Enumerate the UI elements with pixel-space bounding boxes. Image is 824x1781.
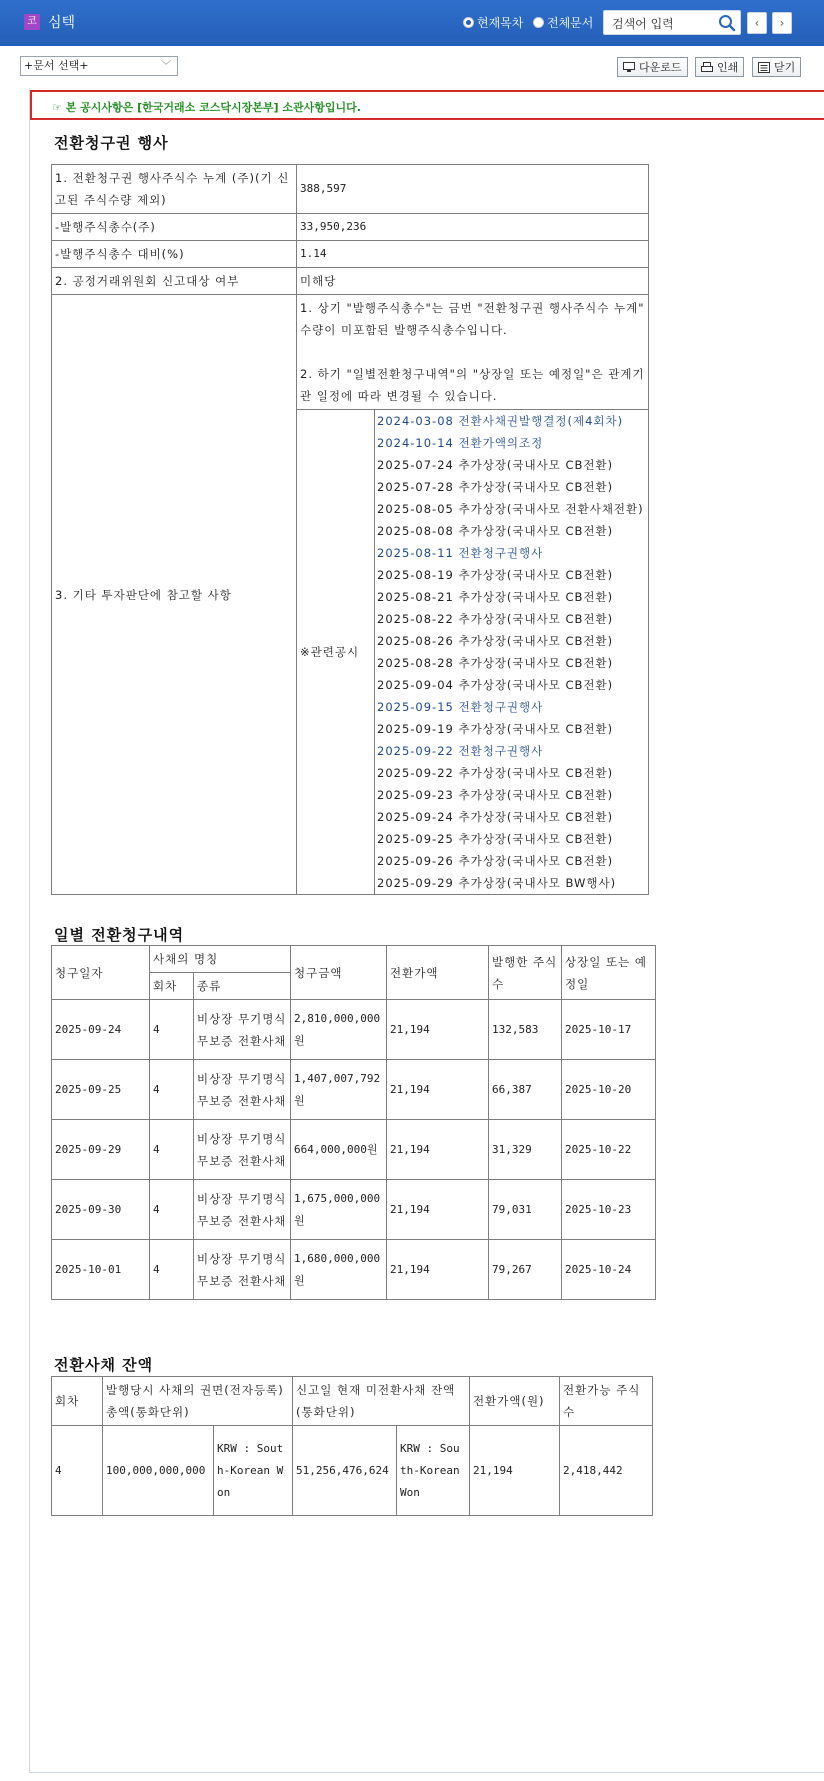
cell-shares: 31,329 [489, 1120, 562, 1180]
table-row [52, 1180, 656, 1240]
cell-amount: 1,680,000,000원 [291, 1240, 387, 1300]
cell-listing: 2025-10-20 [562, 1060, 656, 1120]
related-disclosure-item: 2025-08-21 추가상장(국내사모 CB전환) [377, 590, 614, 604]
close-button[interactable] [752, 57, 801, 77]
cell-date: 2025-09-25 [52, 1060, 150, 1120]
radio-on-icon[interactable] [463, 17, 474, 28]
row-value: 388,597 [297, 165, 649, 214]
cell-round: 4 [150, 1120, 194, 1180]
radio-all-docs[interactable] [533, 14, 593, 31]
related-disclosure-item: 2025-08-26 추가상장(국내사모 CB전환) [377, 634, 614, 648]
cell-amount: 1,407,007,792원 [291, 1060, 387, 1120]
cell-price: 21,194 [387, 1060, 489, 1120]
company-name: 심텍 [48, 15, 76, 31]
col-header-issued-total: 발행당시 사채의 권면(전자등록)총액(통화단위) [103, 1377, 293, 1426]
cell-balance-currency: KRW : South-Korean Won [397, 1426, 470, 1516]
cell-amount: 1,675,000,000원 [291, 1180, 387, 1240]
next-button[interactable]: › [772, 12, 792, 34]
cell-kind: 비상장 무기명식 무보증 전환사채 [194, 1120, 291, 1180]
cell-price: 21,194 [387, 1180, 489, 1240]
col-header-conversion-price: 전환가액(원) [470, 1377, 560, 1426]
row-label: 2. 공정거래위원회 신고대상 여부 [52, 268, 297, 295]
related-disclosure-item: 2025-08-19 추가상장(국내사모 CB전환) [377, 568, 614, 582]
related-disclosure-item: 2025-09-26 추가상장(국내사모 CB전환) [377, 854, 614, 868]
related-disclosures-label: ※관련공시 [297, 410, 375, 895]
monitor-icon [623, 62, 635, 73]
section-title-conversion-exercise: 전환청구권 행사 [54, 134, 169, 152]
table-row [52, 214, 649, 241]
cell-round: 4 [150, 1180, 194, 1240]
note-spacer [300, 341, 645, 363]
cell-round: 4 [150, 1060, 194, 1120]
cell-date: 2025-09-24 [52, 1000, 150, 1060]
header-bar [0, 0, 824, 46]
col-header-listing: 상장일 또는 예정일 [562, 946, 656, 1000]
table-row [52, 1000, 656, 1060]
cell-kind: 비상장 무기명식 무보증 전환사채 [194, 1240, 291, 1300]
table-row [52, 241, 649, 268]
document-select[interactable] [20, 56, 178, 76]
cell-price: 21,194 [387, 1120, 489, 1180]
cell-convertible-shares: 2,418,442 [560, 1426, 653, 1516]
section-title-bond-balance: 전환사채 잔액 [54, 1356, 154, 1374]
col-header-round: 회차 [52, 1377, 103, 1426]
radio-current-toc[interactable] [463, 14, 523, 31]
printer-icon [701, 62, 713, 73]
print-button[interactable] [695, 57, 744, 77]
cell-price: 21,194 [387, 1000, 489, 1060]
cell-amount: 2,810,000,000원 [291, 1000, 387, 1060]
cell-round: 4 [52, 1426, 103, 1516]
jurisdiction-notice [30, 90, 824, 120]
notice-text: ☞ 본 공시사항은 [한국거래소 코스닥시장본부] 소관사항입니다. [52, 101, 361, 114]
close-label: 닫기 [774, 61, 796, 74]
related-disclosure-item[interactable]: 2025-09-15 전환청구권행사 [377, 700, 544, 714]
table-row [52, 268, 649, 295]
document-icon [758, 62, 770, 73]
table-row [52, 1060, 656, 1120]
related-disclosure-item: 2025-09-25 추가상장(국내사모 CB전환) [377, 832, 614, 846]
row-label: -발행주식총수(주) [52, 214, 297, 241]
cell-issued-amount: 100,000,000,000 [103, 1426, 214, 1516]
search-icon[interactable] [718, 14, 736, 32]
table-row [52, 295, 649, 410]
conversion-exercise-table [51, 164, 649, 895]
daily-conversion-table [51, 945, 656, 1300]
col-header-date: 청구일자 [52, 946, 150, 1000]
cell-round: 4 [150, 1240, 194, 1300]
download-label: 다운로드 [639, 61, 682, 74]
cell-issued-currency: KRW : South-Korean Won [214, 1426, 293, 1516]
related-disclosure-item[interactable]: 2024-03-08 전환사채권발행결정(제4회차) [377, 414, 624, 428]
table-row [52, 1120, 656, 1180]
cell-balance-amount: 51,256,476,624 [293, 1426, 397, 1516]
related-disclosure-item: 2025-07-24 추가상장(국내사모 CB전환) [377, 458, 614, 472]
related-disclosure-item[interactable]: 2024-10-14 전환가액의조정 [377, 436, 544, 450]
cell-listing: 2025-10-23 [562, 1180, 656, 1240]
header-row [52, 1377, 653, 1426]
cell-shares: 66,387 [489, 1060, 562, 1120]
related-disclosure-item[interactable]: 2025-08-11 전환청구권행사 [377, 546, 544, 560]
col-header-round: 회차 [150, 973, 194, 1000]
cell-amount: 664,000,000원 [291, 1120, 387, 1180]
note-2: 2. 하기 "일별전환청구내역"의 "상장일 또는 예정일"은 관계기관 일정에 따라 변경될 수 있습니다. [300, 367, 645, 403]
radio-off-icon[interactable] [533, 17, 544, 28]
table-row [52, 1240, 656, 1300]
related-disclosure-item: 2025-09-29 추가상장(국내사모 BW행사) [377, 876, 617, 890]
search-value: 검색어 입력 [612, 17, 674, 31]
table-row [52, 165, 649, 214]
row-value: 미해당 [297, 268, 649, 295]
cell-kind: 비상장 무기명식 무보증 전환사채 [194, 1180, 291, 1240]
cell-shares: 79,031 [489, 1180, 562, 1240]
search-input[interactable] [603, 10, 741, 35]
cell-listing: 2025-10-17 [562, 1000, 656, 1060]
cell-round: 4 [150, 1000, 194, 1060]
radio-current-label: 현재목차 [477, 16, 524, 30]
col-header-kind: 종류 [194, 973, 291, 1000]
related-disclosures-list [375, 410, 649, 895]
prev-button[interactable]: ‹ [747, 12, 767, 34]
note-1: 1. 상기 "발행주식총수"는 금번 "전환청구권 행사주식수 누계" 수량이 미포함된 발행주식총수입니다. [300, 301, 645, 337]
cell-shares: 79,267 [489, 1240, 562, 1300]
related-disclosure-item: 2025-08-22 추가상장(국내사모 CB전환) [377, 612, 614, 626]
col-header-bond-name: 사채의 명칭 [150, 946, 291, 973]
col-header-convertible-shares: 전환가능 주식수 [560, 1377, 653, 1426]
cell-kind: 비상장 무기명식 무보증 전환사채 [194, 1000, 291, 1060]
cell-listing: 2025-10-24 [562, 1240, 656, 1300]
cell-date: 2025-09-29 [52, 1120, 150, 1180]
header-row [52, 946, 656, 973]
related-disclosure-item: 2025-09-19 추가상장(국내사모 CB전환) [377, 722, 614, 736]
related-disclosure-item: 2025-09-22 추가상장(국내사모 CB전환) [377, 766, 614, 780]
col-header-unconverted-balance: 신고일 현재 미전환사채 잔액 (통화단위) [293, 1377, 470, 1426]
section-title-daily-conversions: 일별 전환청구내역 [54, 926, 185, 944]
cell-date: 2025-09-30 [52, 1180, 150, 1240]
bond-balance-table [51, 1376, 653, 1516]
col-header-shares: 발행한 주식수 [489, 946, 562, 1000]
other-notes-text [297, 295, 649, 410]
col-header-price: 전환가액 [387, 946, 489, 1000]
cell-date: 2025-10-01 [52, 1240, 150, 1300]
row-label: -발행주식총수 대비(%) [52, 241, 297, 268]
related-disclosure-item: 2025-07-28 추가상장(국내사모 CB전환) [377, 480, 614, 494]
cell-listing: 2025-10-22 [562, 1120, 656, 1180]
other-notes-label: 3. 기타 투자판단에 참고할 사항 [52, 295, 297, 895]
related-disclosure-item: 2025-09-04 추가상장(국내사모 CB전환) [377, 678, 614, 692]
row-value: 33,950,236 [297, 214, 649, 241]
cell-shares: 132,583 [489, 1000, 562, 1060]
related-disclosure-item: 2025-08-05 추가상장(국내사모 전환사채전환) [377, 502, 644, 516]
row-value: 1.14 [297, 241, 649, 268]
related-disclosure-item: 2025-08-08 추가상장(국내사모 CB전환) [377, 524, 614, 538]
chevron-down-icon: ﹀ [161, 61, 171, 72]
table-row [52, 1426, 653, 1516]
related-disclosure-item: 2025-08-28 추가상장(국내사모 CB전환) [377, 656, 614, 670]
cell-kind: 비상장 무기명식 무보증 전환사채 [194, 1060, 291, 1120]
radio-all-label: 전체문서 [547, 16, 594, 30]
related-disclosure-item: 2025-09-24 추가상장(국내사모 CB전환) [377, 810, 614, 824]
document-select-value: +문서 선택+ [24, 59, 89, 72]
row-label: 1. 전환청구권 행사주식수 누계 (주)(기 신고된 주식수량 제외) [52, 165, 297, 214]
market-badge-icon: 코 [24, 14, 40, 30]
related-disclosure-item: 2025-09-23 추가상장(국내사모 CB전환) [377, 788, 614, 802]
print-label: 인쇄 [717, 61, 739, 74]
related-disclosure-item[interactable]: 2025-09-22 전환청구권행사 [377, 744, 544, 758]
cell-conversion-price: 21,194 [470, 1426, 560, 1516]
cell-price: 21,194 [387, 1240, 489, 1300]
col-header-amount: 청구금액 [291, 946, 387, 1000]
download-button[interactable] [617, 57, 688, 77]
